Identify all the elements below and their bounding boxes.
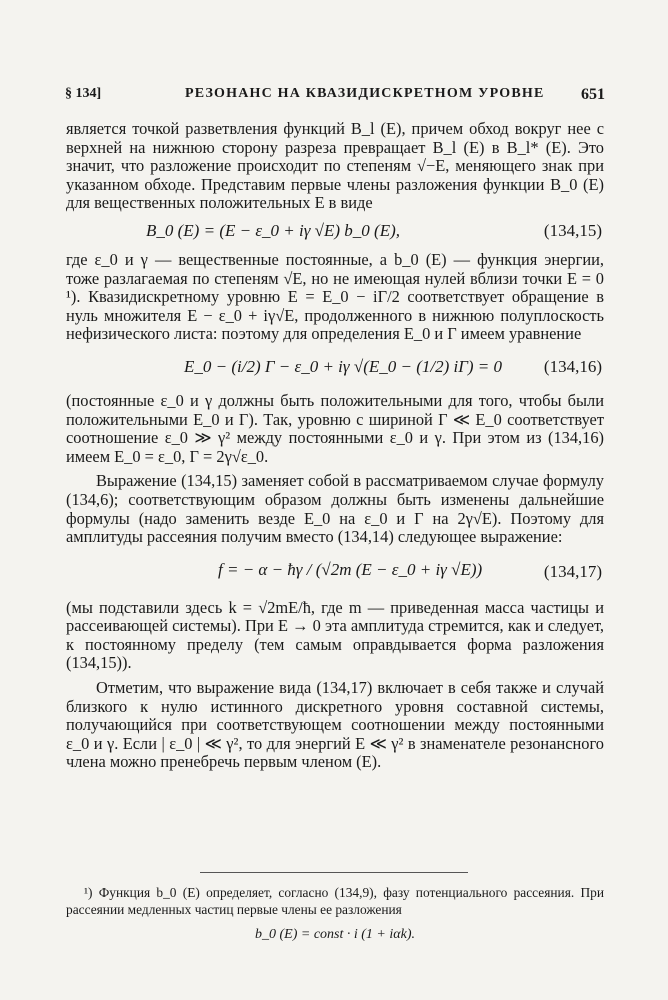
- page-number: 651: [581, 86, 605, 103]
- paragraph-1: является точкой разветвления функций B_l (E), причем обход вокруг нее с верхней на нижнюю сторону разреза превращает B_l (E) в B_l* (E). Это значит, что разложение происходит по степеням √−E, меняющего знак при указанном обходе. Представим первые члены разложения функции B_0 (E) для вещественных положительных E в виде: [66, 119, 604, 213]
- equation-number: (134,16): [543, 356, 602, 376]
- main-text: [66, 120, 604, 772]
- footnote: [66, 884, 604, 943]
- paragraph-6: Отметим, что выражение вида (134,17) включает в себя также и случай близкого к нулю истинного дискретного уровня составной системы, получающийся при соответствующем соотношении между постоянными ε_0 и γ. Если | ε_0 | ≪ γ², то для энергий E ≪ γ² в знаменателе резонансного члена можно пренебречь первым членом (E).: [66, 678, 604, 772]
- equation-134-17: [66, 547, 604, 599]
- running-header: [65, 86, 605, 108]
- section-number: § 134]: [65, 86, 102, 101]
- paragraph-4: Выражение (134,15) заменяет собой в рассматриваемом случае формулу (134,6); соответствующим образом должны быть изменены дальнейшие формулы (надо заменить везде E_0 на ε_0 и Γ на 2γ√E). Поэтому для амплитуды рассеяния получим вместо (134,14) следующее выражение:: [66, 471, 604, 547]
- footnote-rule: [200, 872, 468, 873]
- footnote-text: ¹) Функция b_0 (E) определяет, согласно (134,9), фазу потенциального рассеяния. При рассеянии медленных частиц первые члены ее разложения: [66, 885, 604, 917]
- equation-number: (134,17): [543, 561, 602, 581]
- footnote-equation: b_0 (E) = const · i (1 + iαk).: [255, 927, 415, 942]
- equation-134-15: [66, 213, 604, 251]
- equation-number: (134,15): [543, 220, 602, 240]
- paragraph-5: (мы подставили здесь k = √2mE/ħ, где m — приведенная масса частицы и рассеивающей системы). При E → 0 эта амплитуда стремится, как и следует, к постоянному пределу (тем самым оправдывается форма разложения (134,15)).: [66, 597, 604, 673]
- running-title: РЕЗОНАНС НА КВАЗИДИСКРЕТНОМ УРОВНЕ: [185, 86, 545, 101]
- paragraph-2: где ε_0 и γ — вещественные постоянные, а b_0 (E) — функция энергии, тоже разлагаемая по степеням √E, но не имеющая нулей вблизи точки E = 0 ¹). Квазидискретному уровню E = E_0 − iΓ/2 соответствует обращение в нуль множителя E − ε_0 + iγ√E, продолженного в нижнюю полуплоскость нефизического листа: поэтому для определения E_0 и Γ имеем уравнение: [66, 249, 604, 344]
- equation-134-16: [66, 344, 604, 392]
- equation-expression: E_0 − (i/2) Γ − ε_0 + iγ √(E_0 − (1/2) iΓ) = 0: [184, 356, 503, 376]
- paragraph-3: (постоянные ε_0 и γ должны быть положительными для того, чтобы были положительными E_0 и Γ). Так, уровню с шириной Γ ≪ E_0 соответствует соотношение ε_0 ≫ γ² между постоянными ε_0 и γ. При этом из (134,16) имеем E_0 = ε_0, Γ = 2γ√ε_0.: [66, 390, 604, 466]
- equation-expression: B_0 (E) = (E − ε_0 + iγ √E) b_0 (E),: [146, 220, 401, 240]
- equation-expression: f = − α − ħγ / (√2m (E − ε_0 + iγ √E)): [218, 559, 483, 579]
